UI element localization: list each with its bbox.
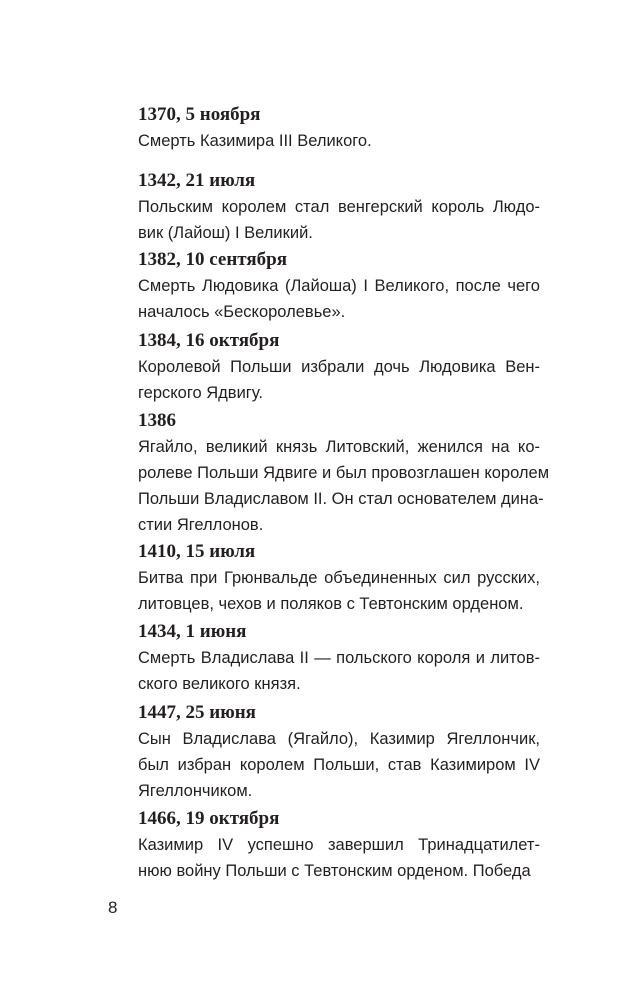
entry-text-line: Казимир IV успешно завершил Тринадцатилет- [138, 836, 540, 854]
entry-text-line: Смерть Владислава II — польского короля и литов- [138, 649, 540, 667]
entry-text-line: Ягайло, великий князь Литовский, женился на ко- [138, 438, 540, 456]
entry-date: 1466, 19 октября [138, 808, 280, 829]
entry-text [138, 434, 550, 538]
entry-text [138, 194, 540, 246]
chronology-entry [138, 247, 540, 325]
entry-text-line: Польши Владиславом II. Он стал основателем дина- [138, 490, 544, 508]
entry-date: 1384, 16 октября [138, 330, 280, 351]
chronology-entry [138, 700, 540, 804]
entry-text-line: Битва при Грюнвальде объединенных сил русских, [138, 569, 540, 587]
chronology-entry [138, 168, 540, 246]
chronology-entry [138, 806, 540, 884]
entry-text-line: герского Ядвигу. [138, 384, 263, 402]
entry-date: 1342, 21 июля [138, 170, 256, 191]
page-number: 8 [108, 898, 118, 917]
entry-date: 1370, 5 ноября [138, 104, 261, 125]
entry-text [138, 832, 540, 884]
chronology-entry [138, 408, 550, 538]
entry-text [138, 645, 540, 697]
entry-text-line: ского великого князя. [138, 675, 301, 693]
entry-text-line: стии Ягеллонов. [138, 516, 264, 534]
chronology-entry [138, 102, 540, 154]
chronology-entry [138, 619, 540, 697]
entry-text-line: нюю войну Польши с Тевтонским орденом. Победа [138, 862, 531, 880]
entry-text [138, 565, 540, 617]
entry-date: 1382, 10 сентября [138, 249, 288, 270]
entry-text-line: Ягеллончиком. [138, 782, 253, 800]
entry-text-line: Сын Владислава (Ягайло), Казимир Ягеллончик, [138, 730, 540, 748]
entry-text-line: началось «Бескоролевье». [138, 303, 346, 321]
entry-text [138, 273, 540, 325]
entry-date: 1434, 1 июня [138, 621, 247, 642]
entry-date: 1410, 15 июля [138, 541, 256, 562]
entry-text [138, 726, 540, 804]
entry-text [138, 354, 540, 406]
entry-text [138, 128, 540, 154]
chronology-entry [138, 328, 540, 406]
entry-text-line: Смерть Казимира III Великого. [138, 132, 372, 150]
entry-text-line: Королевой Польши избрали дочь Людовика Вен- [138, 358, 540, 376]
entry-date: 1386 [138, 410, 176, 431]
entry-text-line: был избран королем Польши, став Казимиром IV [138, 756, 540, 774]
entry-date: 1447, 25 июня [138, 702, 256, 723]
entry-text-line: Польским королем стал венгерский король Людо- [138, 198, 540, 216]
chronology-entry [138, 539, 540, 617]
entry-text-line: ролеве Польши Ядвиге и был провозглашен королем [138, 464, 550, 482]
entry-text-line: литовцев, чехов и поляков с Тевтонским орденом. [138, 595, 524, 613]
entry-text-line: Смерть Людовика (Лайоша) I Великого, после чего [138, 277, 540, 295]
entry-text-line: вик (Лайош) I Великий. [138, 224, 313, 242]
